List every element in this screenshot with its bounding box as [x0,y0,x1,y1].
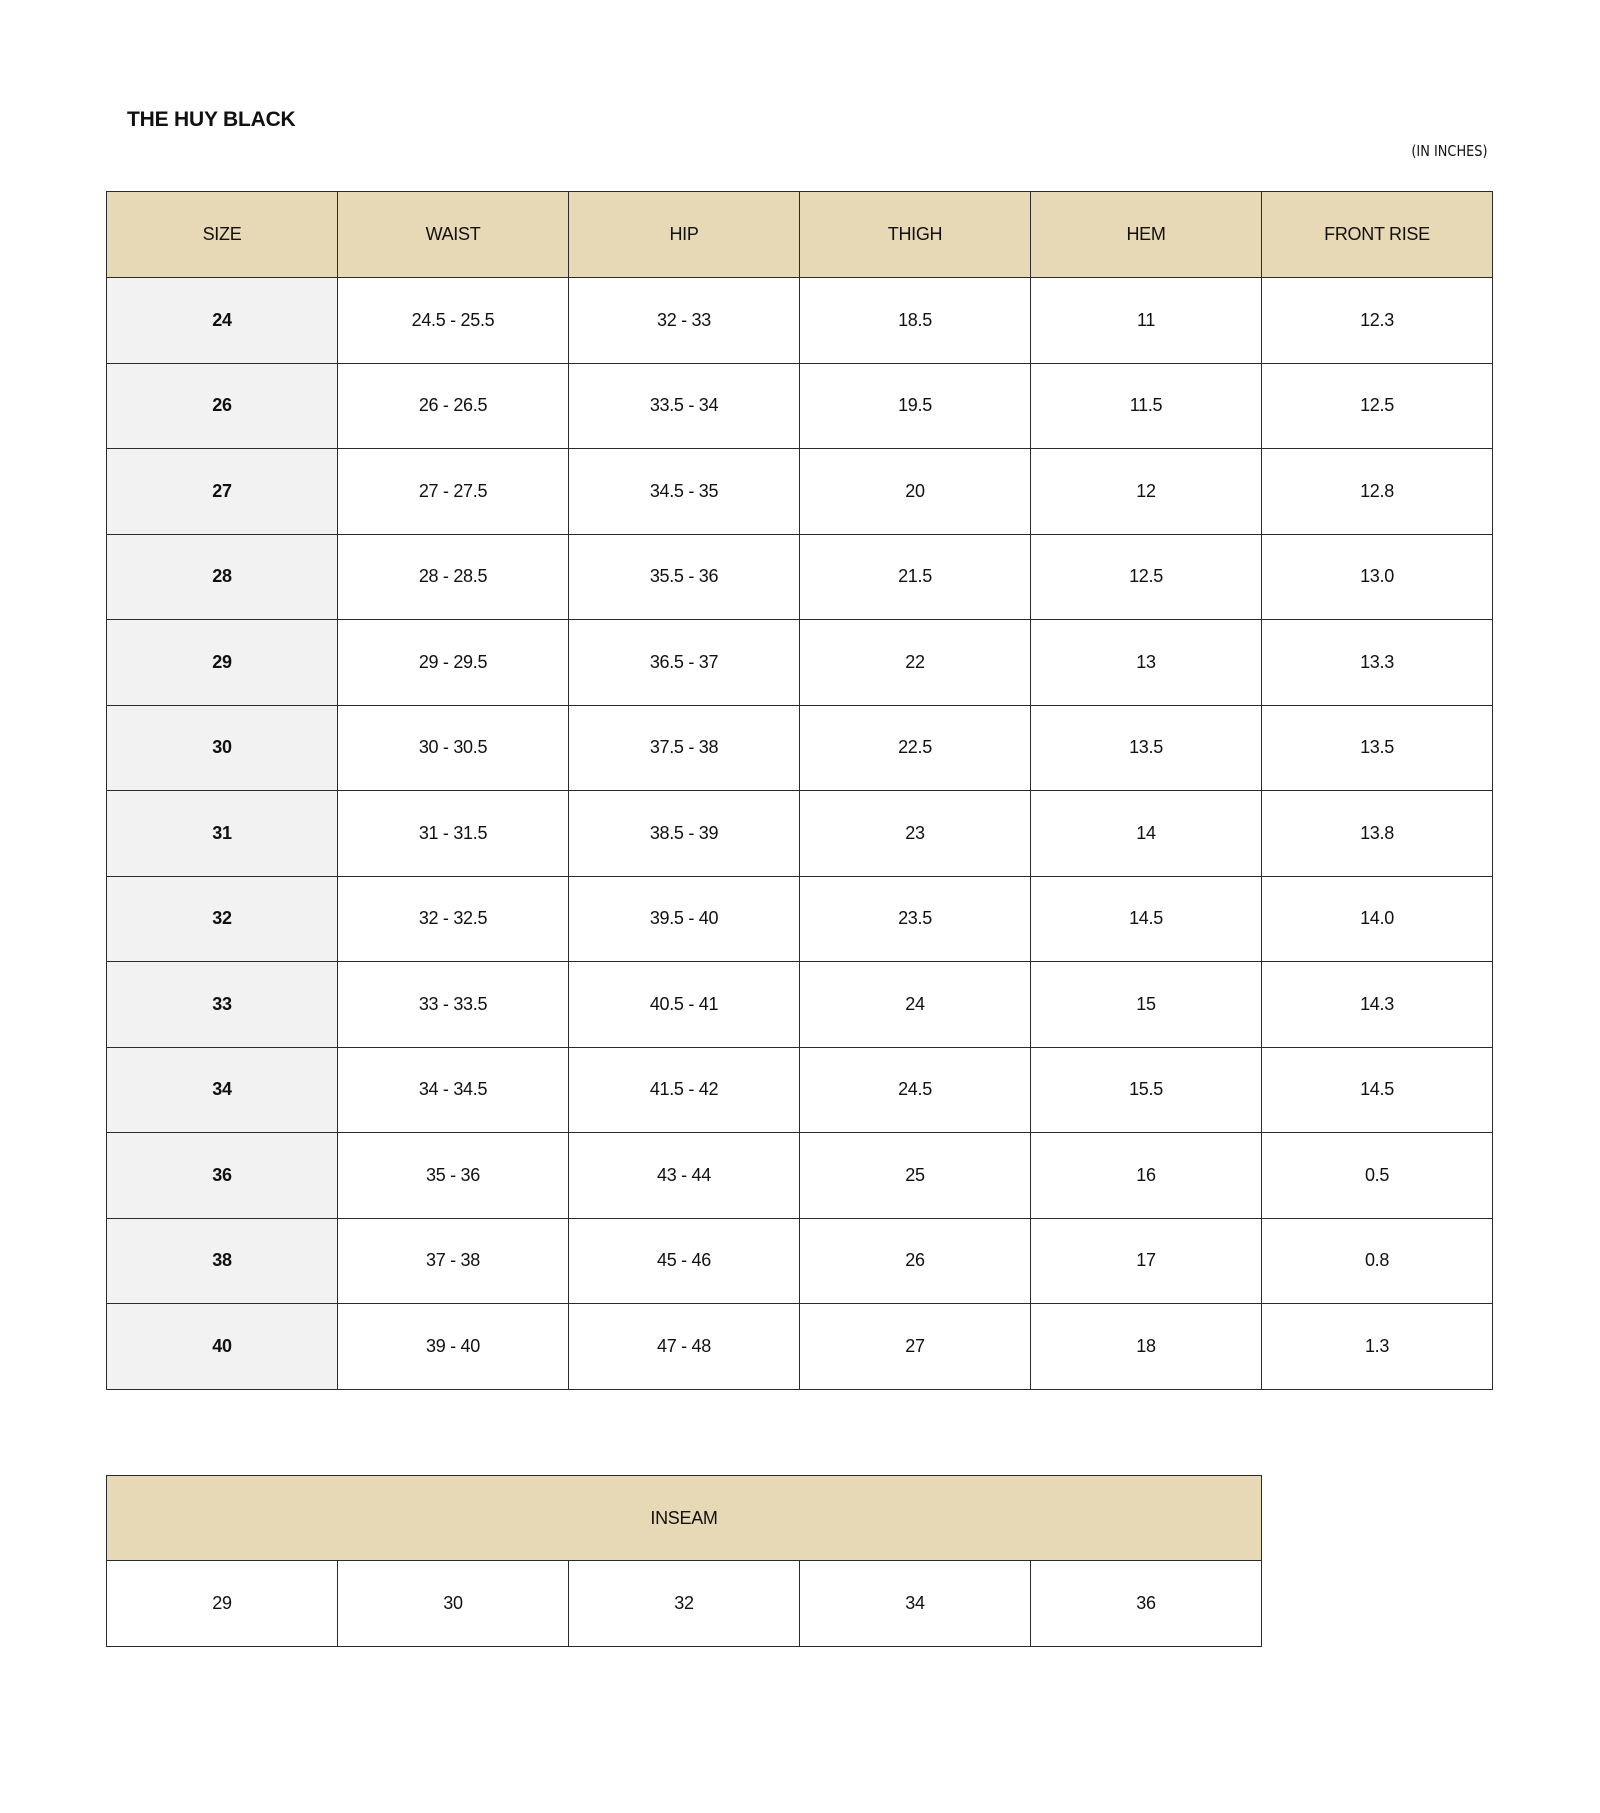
table-row [107,278,1493,364]
table-row [107,1218,1493,1304]
waist-cell: 37 - 38 [338,1218,569,1304]
thigh-cell: 19.5 [800,363,1031,449]
thigh-cell: 22.5 [800,705,1031,791]
thigh-cell: 22 [800,620,1031,706]
page-title: THE HUY BLACK [127,108,296,131]
front-rise-cell: 14.5 [1262,1047,1493,1133]
hem-cell: 11 [1031,278,1262,364]
hem-cell: 17 [1031,1218,1262,1304]
inseam-value-cell: 36 [1031,1561,1262,1647]
hip-cell: 40.5 - 41 [569,962,800,1048]
size-cell: 32 [107,876,338,962]
hip-cell: 47 - 48 [569,1304,800,1390]
inseam-table [106,1475,1262,1647]
hip-cell: 37.5 - 38 [569,705,800,791]
table-header-row [107,192,1493,278]
front-rise-cell: 1.3 [1262,1304,1493,1390]
front-rise-cell: 13.3 [1262,620,1493,706]
size-cell: 30 [107,705,338,791]
front-rise-cell: 12.8 [1262,449,1493,535]
waist-cell: 24.5 - 25.5 [338,278,569,364]
hip-cell: 32 - 33 [569,278,800,364]
waist-cell: 26 - 26.5 [338,363,569,449]
waist-cell: 33 - 33.5 [338,962,569,1048]
thigh-cell: 26 [800,1218,1031,1304]
inseam-value-cell: 34 [800,1561,1031,1647]
hip-cell: 41.5 - 42 [569,1047,800,1133]
hip-cell: 36.5 - 37 [569,620,800,706]
thigh-cell: 25 [800,1133,1031,1219]
waist-cell: 39 - 40 [338,1304,569,1390]
hip-cell: 34.5 - 35 [569,449,800,535]
thigh-cell: 24.5 [800,1047,1031,1133]
hip-cell: 39.5 - 40 [569,876,800,962]
waist-cell: 31 - 31.5 [338,791,569,877]
inseam-value-cell: 29 [107,1561,338,1647]
hem-cell: 12 [1031,449,1262,535]
size-cell: 24 [107,278,338,364]
table-row [107,534,1493,620]
waist-cell: 35 - 36 [338,1133,569,1219]
hip-cell: 38.5 - 39 [569,791,800,877]
hip-cell: 45 - 46 [569,1218,800,1304]
size-cell: 40 [107,1304,338,1390]
column-header-front-rise: FRONT RISE [1262,192,1493,278]
size-cell: 27 [107,449,338,535]
column-header-hem: HEM [1031,192,1262,278]
hem-cell: 12.5 [1031,534,1262,620]
table-row [107,791,1493,877]
table-row [107,1047,1493,1133]
thigh-cell: 24 [800,962,1031,1048]
inseam-value-cell: 30 [338,1561,569,1647]
waist-cell: 32 - 32.5 [338,876,569,962]
front-rise-cell: 12.5 [1262,363,1493,449]
waist-cell: 29 - 29.5 [338,620,569,706]
inseam-value-cell: 32 [569,1561,800,1647]
units-note: (IN INCHES) [1411,142,1488,160]
thigh-cell: 23 [800,791,1031,877]
inseam-header: INSEAM [107,1476,1262,1561]
table-row [107,363,1493,449]
hem-cell: 14.5 [1031,876,1262,962]
size-cell: 29 [107,620,338,706]
hem-cell: 16 [1031,1133,1262,1219]
table-row [107,705,1493,791]
column-header-hip: HIP [569,192,800,278]
hip-cell: 43 - 44 [569,1133,800,1219]
thigh-cell: 21.5 [800,534,1031,620]
front-rise-cell: 12.3 [1262,278,1493,364]
hem-cell: 15 [1031,962,1262,1048]
column-header-waist: WAIST [338,192,569,278]
table-row [107,449,1493,535]
hem-cell: 13 [1031,620,1262,706]
hem-cell: 14 [1031,791,1262,877]
hem-cell: 15.5 [1031,1047,1262,1133]
size-cell: 34 [107,1047,338,1133]
table-row [107,1304,1493,1390]
front-rise-cell: 14.3 [1262,962,1493,1048]
front-rise-cell: 0.8 [1262,1218,1493,1304]
hip-cell: 33.5 - 34 [569,363,800,449]
inseam-header-row [107,1476,1262,1561]
hem-cell: 11.5 [1031,363,1262,449]
waist-cell: 28 - 28.5 [338,534,569,620]
hem-cell: 18 [1031,1304,1262,1390]
size-cell: 31 [107,791,338,877]
table-row [107,962,1493,1048]
table-row [107,620,1493,706]
front-rise-cell: 14.0 [1262,876,1493,962]
front-rise-cell: 0.5 [1262,1133,1493,1219]
inseam-values-row [107,1561,1262,1647]
waist-cell: 27 - 27.5 [338,449,569,535]
hip-cell: 35.5 - 36 [569,534,800,620]
size-cell: 36 [107,1133,338,1219]
waist-cell: 34 - 34.5 [338,1047,569,1133]
size-cell: 26 [107,363,338,449]
thigh-cell: 23.5 [800,876,1031,962]
waist-cell: 30 - 30.5 [338,705,569,791]
hem-cell: 13.5 [1031,705,1262,791]
front-rise-cell: 13.0 [1262,534,1493,620]
column-header-thigh: THIGH [800,192,1031,278]
table-row [107,876,1493,962]
front-rise-cell: 13.8 [1262,791,1493,877]
size-cell: 33 [107,962,338,1048]
thigh-cell: 27 [800,1304,1031,1390]
thigh-cell: 20 [800,449,1031,535]
size-cell: 28 [107,534,338,620]
size-cell: 38 [107,1218,338,1304]
size-chart-table [106,191,1493,1390]
front-rise-cell: 13.5 [1262,705,1493,791]
thigh-cell: 18.5 [800,278,1031,364]
column-header-size: SIZE [107,192,338,278]
table-row [107,1133,1493,1219]
